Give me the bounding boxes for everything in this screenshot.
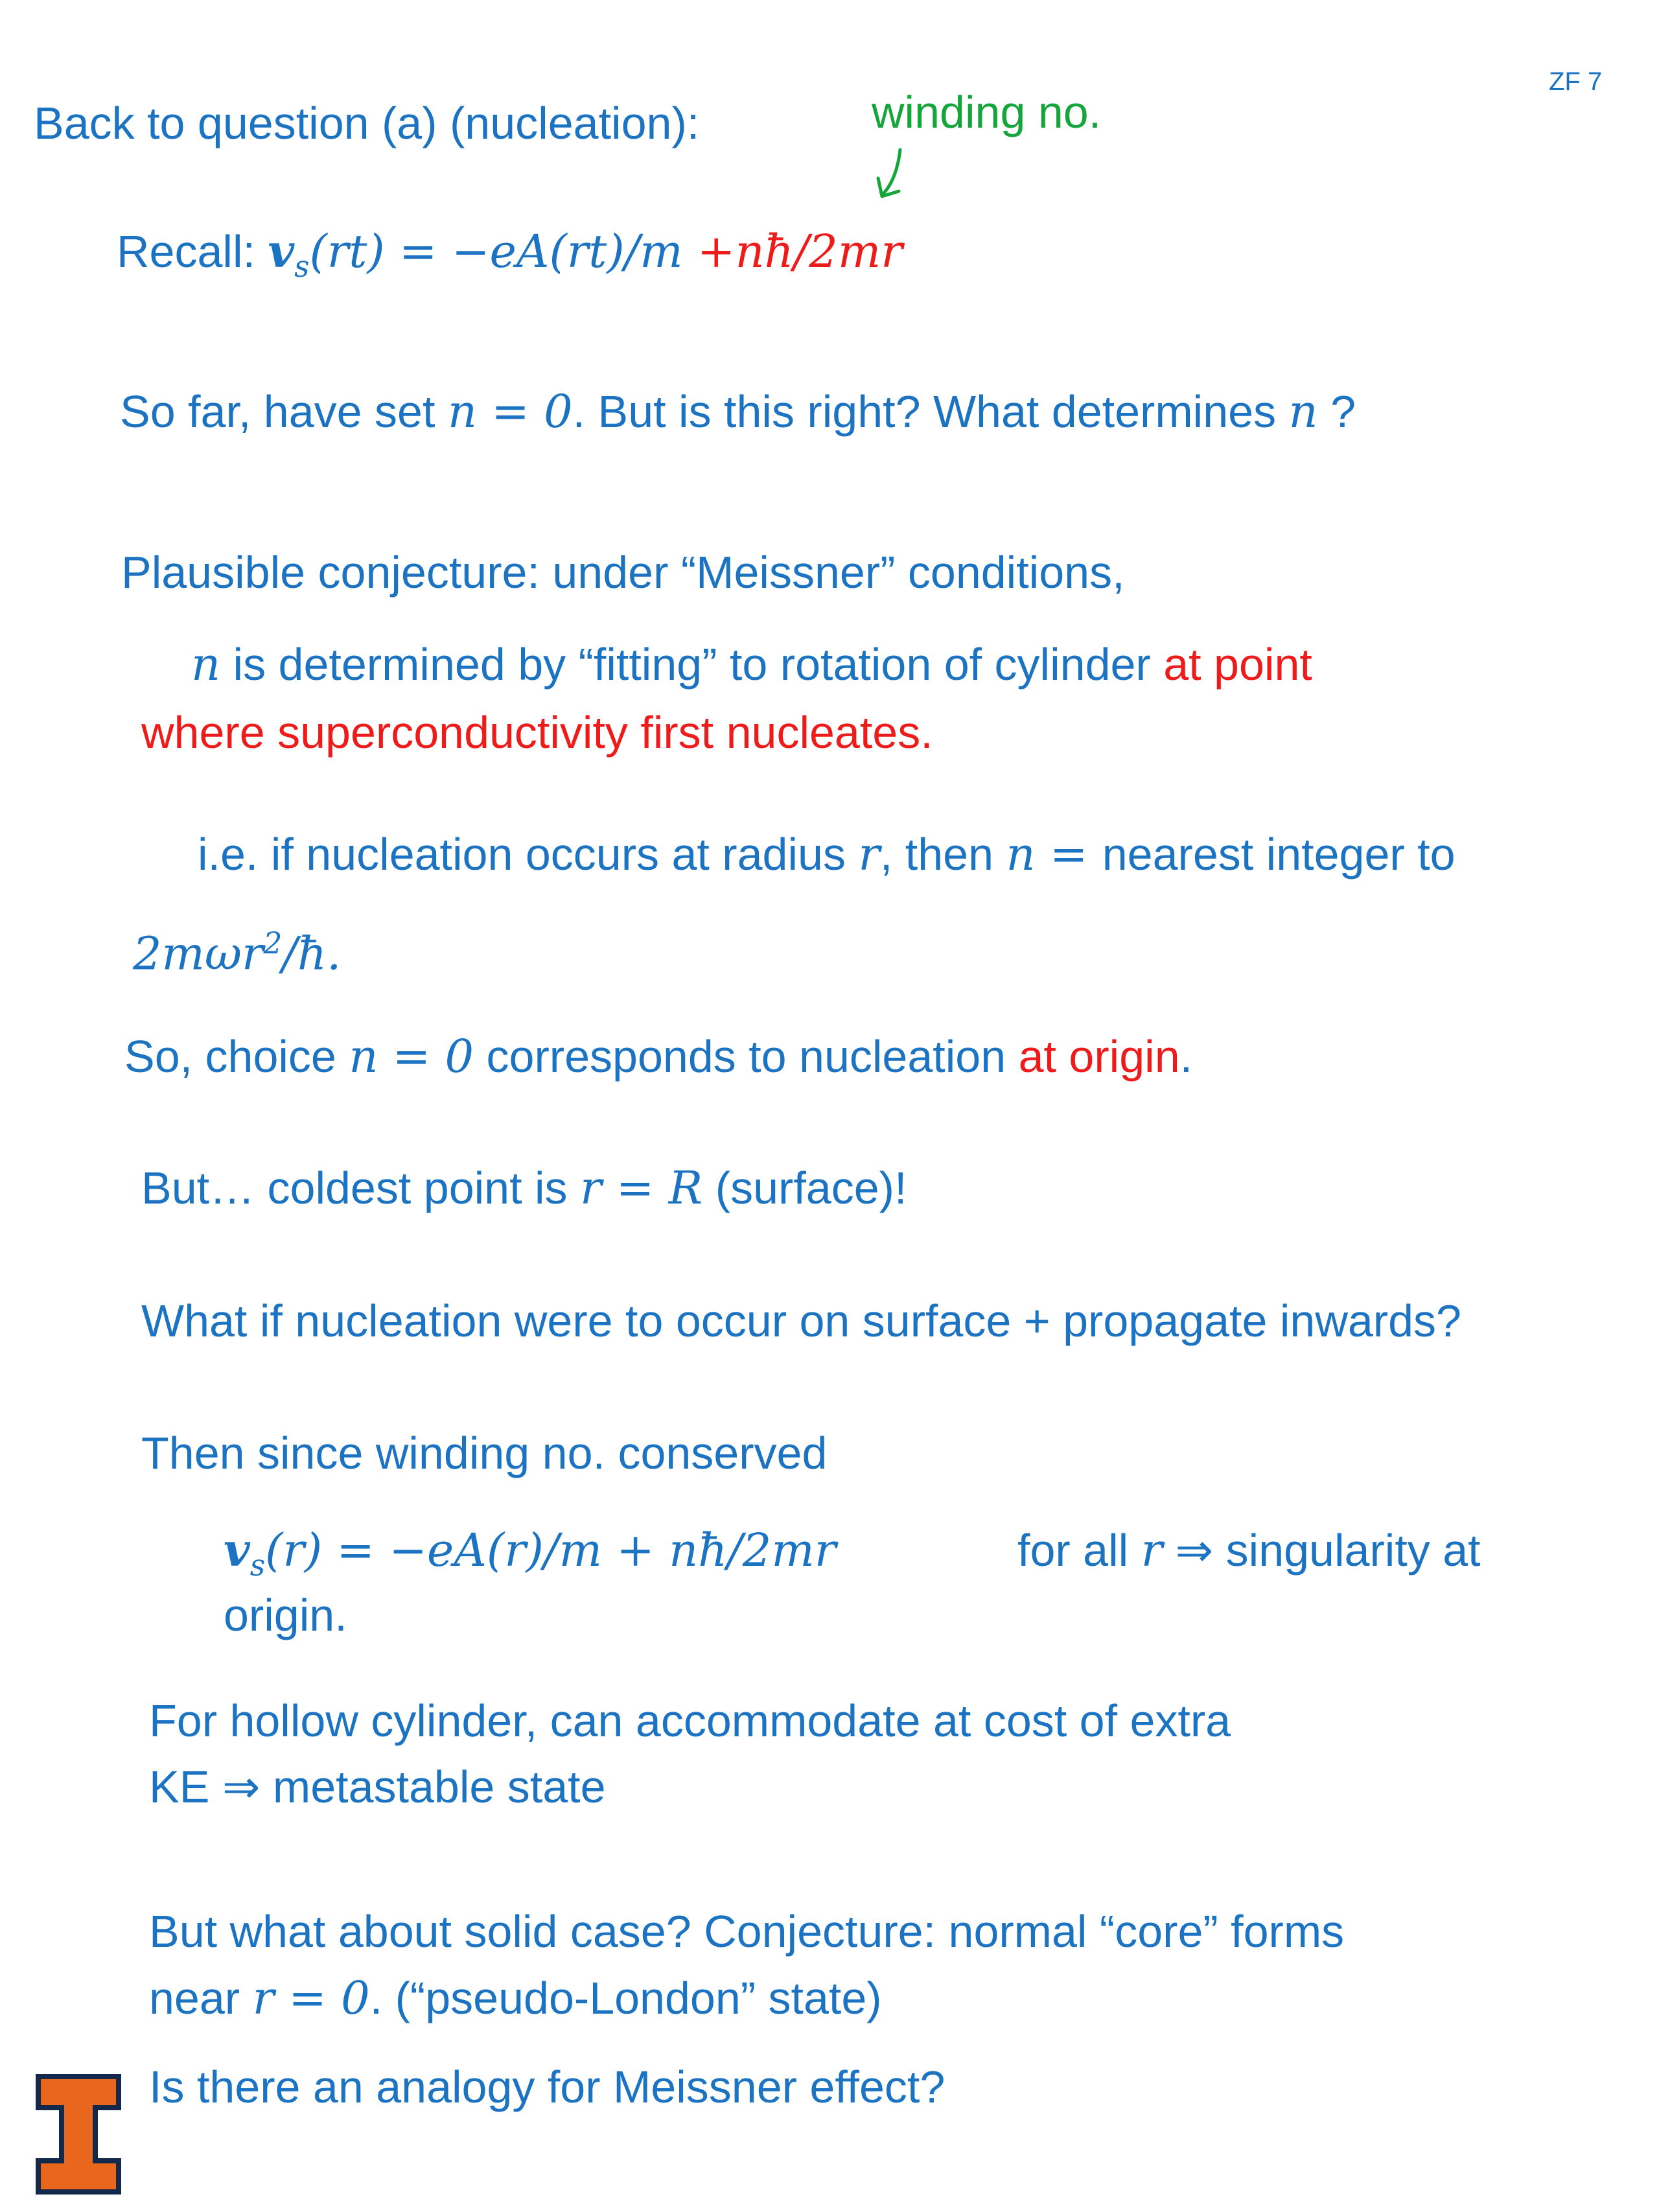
block-i-logo-icon <box>36 2074 121 2195</box>
conjecture-line-3: where superconductivity first nucleates. <box>141 707 933 758</box>
conjecture-line-2 <box>191 638 1312 691</box>
solid-text-1: near <box>149 1973 253 2023</box>
so-far-text-3: ? <box>1317 386 1356 437</box>
velocity-subscript: s <box>294 250 310 284</box>
solid-line-2 <box>149 1972 882 2025</box>
so-far-line <box>120 386 1356 438</box>
solid-math: r = 0 <box>252 1972 370 2025</box>
ie-line <box>198 828 1456 881</box>
choice-text-2: corresponds to nucleation <box>474 1031 1019 1082</box>
coldest-line <box>141 1162 907 1215</box>
formula-tail: /ħ. <box>282 927 342 981</box>
coldest-text-2: (surface)! <box>702 1163 907 1213</box>
fitting-formula <box>133 927 341 980</box>
conjecture-red-1: at point <box>1163 639 1312 690</box>
choice-text-1: So, choice <box>124 1031 349 1082</box>
heading: Back to question (a) (nucleation): <box>34 98 700 148</box>
so-far-math-2: n <box>1288 385 1318 438</box>
hollow-line-2: KE ⇒ metastable state <box>149 1762 606 1812</box>
then-since-line: Then since winding no. conserved <box>141 1428 828 1478</box>
ie-text-3: nearest integer to <box>1102 829 1456 879</box>
ie-text-1: i.e. if nucleation occurs at radius <box>198 829 859 879</box>
winding-annotation: winding no. <box>872 87 1102 137</box>
conjecture-math: n <box>191 638 221 691</box>
recall-equation: (rt) = −eA(rt)/m <box>309 225 697 278</box>
ie-text-2: , then <box>879 829 1006 879</box>
so-far-text-1: So far, have set <box>120 386 448 437</box>
recall-winding-term: +nħ/2mr <box>697 225 903 278</box>
solid-line-1: But what about solid case? Conjecture: normal “core” forms <box>149 1906 1345 1957</box>
question-line: Is there an analogy for Meissner effect? <box>149 2062 946 2112</box>
formula-base: 2mωr <box>133 927 264 981</box>
velocity-sub: s <box>249 1548 266 1583</box>
solid-text-2: . (“pseudo-London” state) <box>369 1973 882 2023</box>
ie-equals: = <box>1035 828 1102 881</box>
velocity-symbol: v <box>268 224 295 278</box>
choice-text-3: . <box>1179 1031 1193 1082</box>
velocity-text-2: ⇒ singularity at <box>1163 1525 1481 1576</box>
conjecture-text: is determined by “fitting” to rotation of cylinder <box>220 639 1164 690</box>
recall-line <box>117 226 903 284</box>
velocity-v: v <box>224 1523 250 1577</box>
conjecture-line-1: Plausible conjecture: under “Meissner” conditions, <box>121 547 1125 598</box>
coldest-math: r = R <box>580 1161 703 1215</box>
so-far-text-2: . But is this right? What determines <box>572 386 1289 437</box>
slide-number: ZF 7 <box>1549 67 1603 96</box>
origin-line: origin. <box>224 1590 347 1640</box>
recall-prefix: Recall: <box>117 226 268 277</box>
formula-exponent: 2 <box>263 926 283 960</box>
velocity-condition <box>1017 1524 1481 1577</box>
hollow-line-1: For hollow cylinder, can accommodate at cost of extra <box>149 1695 1231 1746</box>
ie-math-1: r <box>858 828 880 881</box>
velocity-equation: (r) = −eA(r)/m + nħ/2mr <box>265 1524 837 1577</box>
winding-arrow-icon <box>872 146 917 204</box>
ie-math-2: n <box>1006 828 1036 881</box>
velocity-line <box>224 1524 836 1583</box>
choice-line <box>124 1030 1192 1083</box>
choice-red: at origin <box>1018 1031 1180 1082</box>
coldest-text-1: But… coldest point is <box>141 1163 580 1213</box>
velocity-text-1: for all <box>1017 1525 1141 1576</box>
velocity-math: r <box>1141 1524 1163 1577</box>
choice-math: n = 0 <box>349 1030 474 1083</box>
so-far-math-1: n = 0 <box>447 385 573 438</box>
what-if-line: What if nucleation were to occur on surface + propagate inwards? <box>141 1296 1461 1346</box>
